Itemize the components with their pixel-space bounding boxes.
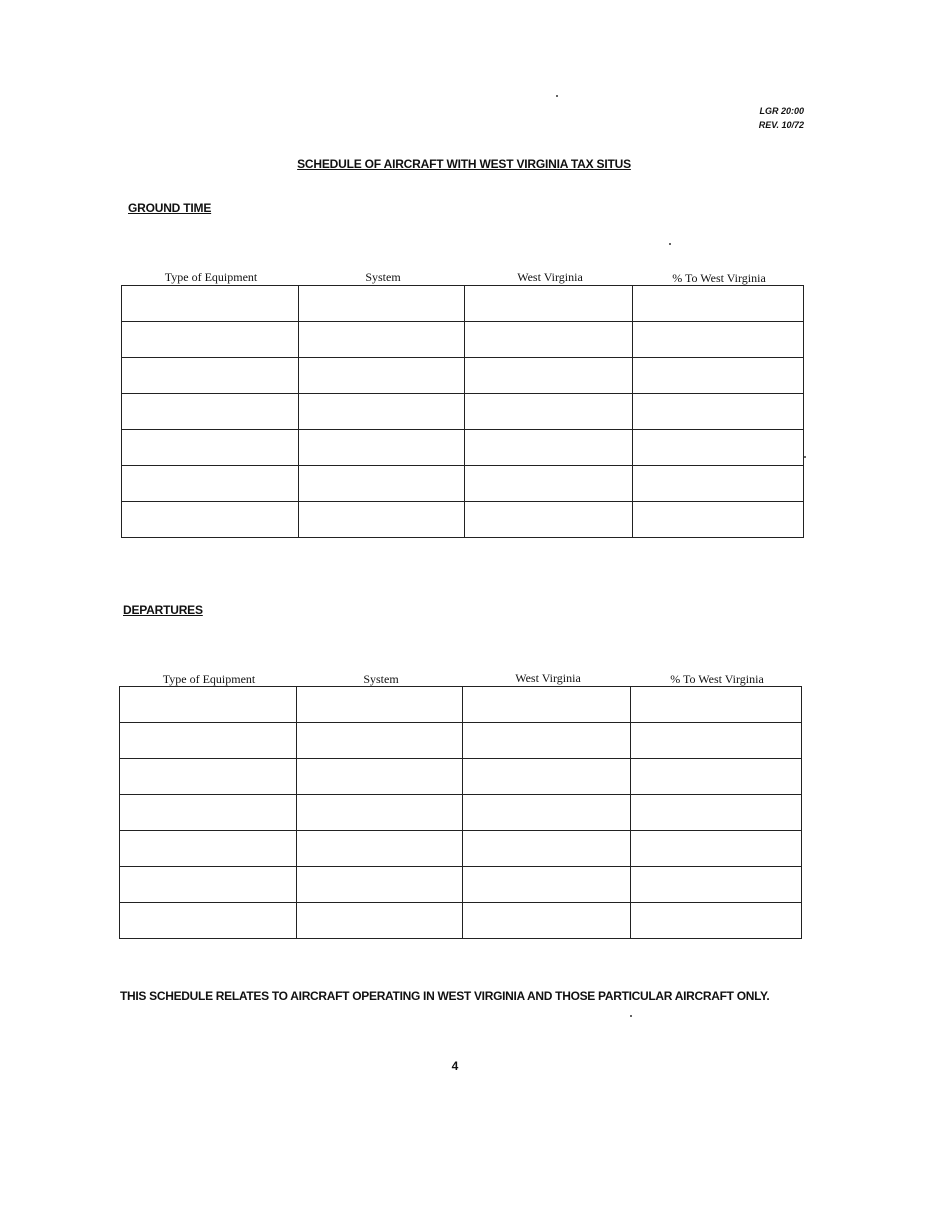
table-cell[interactable]: [631, 867, 802, 903]
table-cell[interactable]: [120, 903, 297, 939]
table-cell[interactable]: [463, 867, 631, 903]
scan-speck: [804, 456, 806, 458]
table-row: [120, 723, 802, 759]
table-cell[interactable]: [465, 358, 633, 394]
table-cell[interactable]: [120, 831, 297, 867]
table-cell[interactable]: [465, 286, 633, 322]
table-cell[interactable]: [465, 466, 633, 502]
schedule-footnote: THIS SCHEDULE RELATES TO AIRCRAFT OPERATING IN WEST VIRGINIA AND THOSE PARTICULAR AIRCRAFT ONLY.: [120, 989, 770, 1003]
ground-time-col-west-virginia: West Virginia: [517, 270, 583, 284]
table-row: [120, 867, 802, 903]
table-row: [120, 759, 802, 795]
table-cell[interactable]: [299, 394, 465, 430]
ground-time-heading: GROUND TIME: [128, 201, 212, 215]
table-cell[interactable]: [465, 322, 633, 358]
scan-speck: [669, 243, 671, 245]
table-row: [122, 394, 804, 430]
table-row: [120, 831, 802, 867]
table-cell[interactable]: [633, 358, 804, 394]
table-cell[interactable]: [463, 759, 631, 795]
table-cell[interactable]: [297, 903, 463, 939]
table-cell[interactable]: [299, 502, 465, 538]
table-cell[interactable]: [120, 795, 297, 831]
table-row: [122, 358, 804, 394]
table-cell[interactable]: [631, 795, 802, 831]
table-cell[interactable]: [299, 466, 465, 502]
table-cell[interactable]: [297, 687, 463, 723]
form-code: LGR 20:00: [759, 106, 804, 116]
scan-speck: [630, 1015, 632, 1017]
table-cell[interactable]: [633, 286, 804, 322]
table-cell[interactable]: [122, 466, 299, 502]
ground-time-col-percent-to-west-virginia: % To West Virginia: [672, 271, 766, 285]
table-cell[interactable]: [120, 759, 297, 795]
departures-col-system: System: [363, 672, 399, 686]
table-cell[interactable]: [463, 687, 631, 723]
table-cell[interactable]: [633, 322, 804, 358]
table-row: [120, 687, 802, 723]
departures-table: [119, 686, 802, 939]
table-cell[interactable]: [120, 723, 297, 759]
table-cell[interactable]: [122, 358, 299, 394]
table-cell[interactable]: [463, 903, 631, 939]
table-cell[interactable]: [120, 867, 297, 903]
table-cell[interactable]: [122, 394, 299, 430]
table-cell[interactable]: [297, 831, 463, 867]
table-cell[interactable]: [297, 723, 463, 759]
departures-heading: DEPARTURES: [123, 603, 203, 617]
table-cell[interactable]: [297, 867, 463, 903]
departures-col-west-virginia: West Virginia: [515, 671, 581, 685]
page-title: SCHEDULE OF AIRCRAFT WITH WEST VIRGINIA TAX SITUS: [297, 157, 631, 171]
table-cell[interactable]: [633, 430, 804, 466]
table-row: [122, 322, 804, 358]
table-cell[interactable]: [465, 502, 633, 538]
table-cell[interactable]: [120, 687, 297, 723]
table-cell[interactable]: [633, 394, 804, 430]
ground-time-col-type-of-equipment: Type of Equipment: [164, 270, 258, 284]
table-cell[interactable]: [631, 723, 802, 759]
table-cell[interactable]: [122, 430, 299, 466]
table-cell[interactable]: [297, 759, 463, 795]
table-cell[interactable]: [633, 502, 804, 538]
table-cell[interactable]: [297, 795, 463, 831]
table-cell[interactable]: [299, 358, 465, 394]
table-cell[interactable]: [631, 831, 802, 867]
table-cell[interactable]: [631, 759, 802, 795]
table-cell[interactable]: [463, 723, 631, 759]
table-cell[interactable]: [463, 795, 631, 831]
table-cell[interactable]: [631, 903, 802, 939]
table-cell[interactable]: [299, 286, 465, 322]
table-cell[interactable]: [122, 502, 299, 538]
table-row: [120, 795, 802, 831]
table-cell[interactable]: [463, 831, 631, 867]
table-cell[interactable]: [122, 322, 299, 358]
table-cell[interactable]: [465, 430, 633, 466]
table-cell[interactable]: [465, 394, 633, 430]
table-row: [120, 903, 802, 939]
table-row: [122, 502, 804, 538]
table-row: [122, 286, 804, 322]
page-number: 4: [451, 1059, 459, 1073]
table-cell[interactable]: [122, 286, 299, 322]
table-cell[interactable]: [633, 466, 804, 502]
table-cell[interactable]: [299, 322, 465, 358]
form-code-block: [700, 104, 804, 132]
scan-speck: [556, 95, 558, 97]
departures-col-percent-to-west-virginia: % To West Virginia: [670, 672, 764, 686]
revision-date: REV. 10/72: [758, 120, 804, 130]
table-row: [122, 430, 804, 466]
table-cell[interactable]: [299, 430, 465, 466]
ground-time-table: [121, 285, 804, 538]
table-cell[interactable]: [631, 687, 802, 723]
table-row: [122, 466, 804, 502]
departures-col-type-of-equipment: Type of Equipment: [162, 672, 256, 686]
ground-time-col-system: System: [365, 270, 401, 284]
